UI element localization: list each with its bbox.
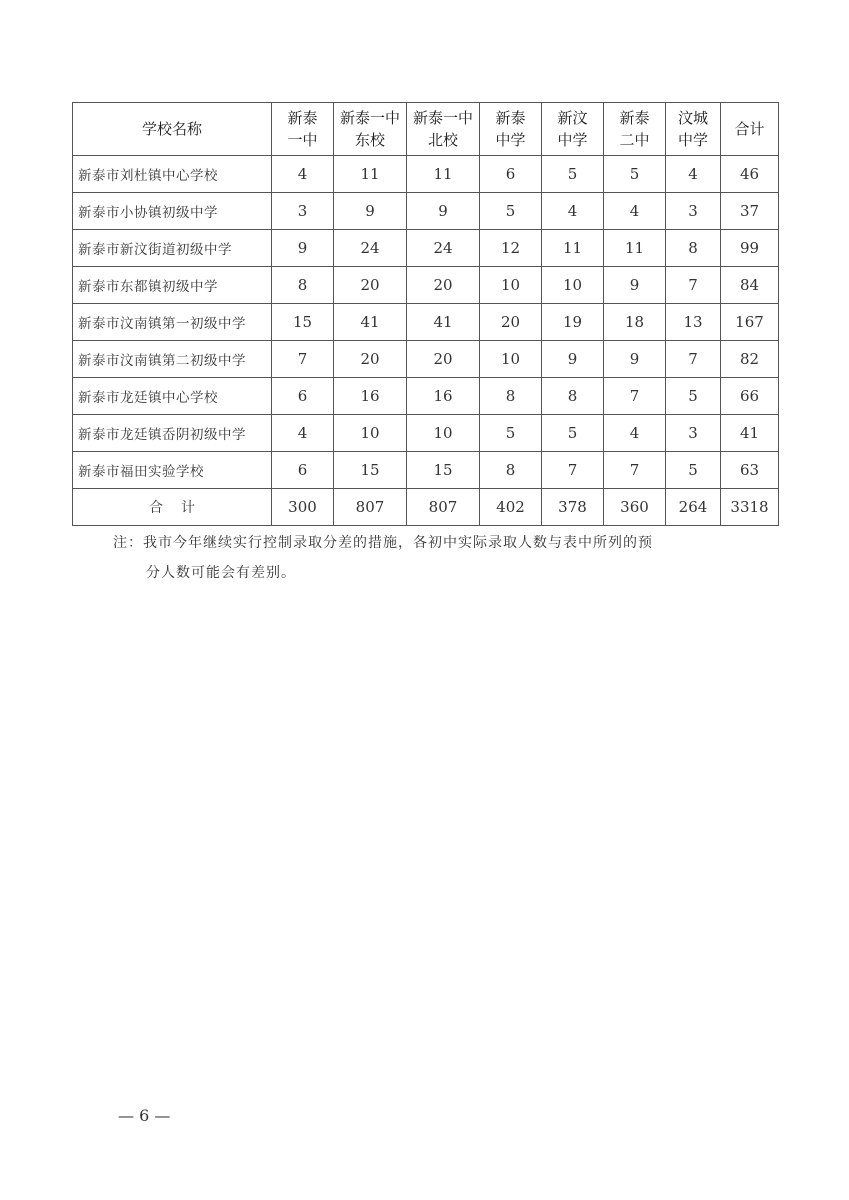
school-name-cell: 新泰市汶南镇第二初级中学 xyxy=(73,341,272,378)
value-cell: 3 xyxy=(666,415,721,452)
note-line-2: 分人数可能会有差别。 xyxy=(146,565,296,581)
value-cell: 4 xyxy=(666,156,721,193)
value-cell: 15 xyxy=(272,304,334,341)
total-value-cell: 300 xyxy=(272,489,334,526)
school-name-cell: 新泰市龙廷镇岙阴初级中学 xyxy=(73,415,272,452)
column-header-text: 汶城 xyxy=(677,109,708,127)
value-cell: 18 xyxy=(604,304,666,341)
table-row xyxy=(73,415,779,452)
school-name-cell: 新泰市新汶街道初级中学 xyxy=(73,230,272,267)
table-row xyxy=(73,267,779,304)
value-cell: 41 xyxy=(407,304,480,341)
column-header-text: 新泰一中 xyxy=(412,109,473,127)
column-header xyxy=(604,103,666,156)
value-cell: 7 xyxy=(666,341,721,378)
value-cell: 5 xyxy=(480,193,542,230)
value-cell: 7 xyxy=(604,378,666,415)
column-header-text: 新泰一中 xyxy=(339,109,400,127)
value-cell: 167 xyxy=(721,304,779,341)
table-row xyxy=(73,230,779,267)
column-header-text: 东校 xyxy=(354,131,385,149)
column-header-text: 二中 xyxy=(619,131,650,149)
value-cell: 10 xyxy=(480,267,542,304)
value-cell: 5 xyxy=(480,415,542,452)
table-row xyxy=(73,341,779,378)
value-cell: 3 xyxy=(272,193,334,230)
value-cell: 9 xyxy=(604,341,666,378)
column-header-text: 新泰 xyxy=(495,109,526,127)
school-name-cell: 新泰市刘杜镇中心学校 xyxy=(73,156,272,193)
table-row xyxy=(73,452,779,489)
total-value-cell: 807 xyxy=(334,489,407,526)
value-cell: 8 xyxy=(666,230,721,267)
column-header xyxy=(272,103,334,156)
total-value-cell: 360 xyxy=(604,489,666,526)
value-cell: 5 xyxy=(542,415,604,452)
school-name-cell: 新泰市东都镇初级中学 xyxy=(73,267,272,304)
value-cell: 15 xyxy=(334,452,407,489)
total-value-cell: 402 xyxy=(480,489,542,526)
column-header-text: 新泰 xyxy=(287,109,318,127)
value-cell: 6 xyxy=(480,156,542,193)
value-cell: 9 xyxy=(542,341,604,378)
column-header-text: 中学 xyxy=(495,131,526,149)
value-cell: 11 xyxy=(542,230,604,267)
value-cell: 7 xyxy=(272,341,334,378)
school-name-cell: 新泰市福田实验学校 xyxy=(73,452,272,489)
value-cell: 13 xyxy=(666,304,721,341)
value-cell: 82 xyxy=(721,341,779,378)
value-cell: 11 xyxy=(334,156,407,193)
total-value-cell: 378 xyxy=(542,489,604,526)
value-cell: 7 xyxy=(666,267,721,304)
column-header-text: 中学 xyxy=(557,131,588,149)
total-value-cell: 3318 xyxy=(721,489,779,526)
column-header xyxy=(542,103,604,156)
value-cell: 20 xyxy=(334,267,407,304)
value-cell: 8 xyxy=(272,267,334,304)
total-value-cell: 264 xyxy=(666,489,721,526)
page-number: — 6 — xyxy=(118,1106,171,1125)
value-cell: 10 xyxy=(542,267,604,304)
value-cell: 46 xyxy=(721,156,779,193)
value-cell: 8 xyxy=(480,378,542,415)
school-name-cell: 新泰市汶南镇第一初级中学 xyxy=(73,304,272,341)
value-cell: 24 xyxy=(334,230,407,267)
column-header-text: 学校名称 xyxy=(141,120,202,138)
value-cell: 9 xyxy=(334,193,407,230)
value-cell: 8 xyxy=(542,378,604,415)
column-header-text: 合计 xyxy=(734,120,765,138)
value-cell: 99 xyxy=(721,230,779,267)
value-cell: 5 xyxy=(604,156,666,193)
table-row xyxy=(73,156,779,193)
value-cell: 6 xyxy=(272,452,334,489)
value-cell: 84 xyxy=(721,267,779,304)
value-cell: 41 xyxy=(721,415,779,452)
value-cell: 20 xyxy=(334,341,407,378)
note-line-1: 注：我市今年继续实行控制录取分差的措施，各初中实际录取人数与表中所列的预 xyxy=(113,535,653,551)
value-cell: 4 xyxy=(542,193,604,230)
value-cell: 9 xyxy=(407,193,480,230)
total-value-cell: 807 xyxy=(407,489,480,526)
table-header-row xyxy=(73,103,779,156)
value-cell: 3 xyxy=(666,193,721,230)
table-row xyxy=(73,193,779,230)
value-cell: 5 xyxy=(542,156,604,193)
value-cell: 10 xyxy=(407,415,480,452)
school-name-cell: 新泰市小协镇初级中学 xyxy=(73,193,272,230)
column-header-text: 新泰 xyxy=(619,109,650,127)
value-cell: 63 xyxy=(721,452,779,489)
value-cell: 10 xyxy=(334,415,407,452)
value-cell: 37 xyxy=(721,193,779,230)
table-note xyxy=(113,528,753,588)
value-cell: 9 xyxy=(604,267,666,304)
value-cell: 11 xyxy=(407,156,480,193)
value-cell: 24 xyxy=(407,230,480,267)
school-name-cell: 新泰市龙廷镇中心学校 xyxy=(73,378,272,415)
value-cell: 6 xyxy=(272,378,334,415)
value-cell: 8 xyxy=(480,452,542,489)
value-cell: 5 xyxy=(666,452,721,489)
value-cell: 16 xyxy=(334,378,407,415)
column-header xyxy=(480,103,542,156)
column-header xyxy=(666,103,721,156)
table-row xyxy=(73,378,779,415)
column-header-text: 中学 xyxy=(677,131,708,149)
value-cell: 4 xyxy=(604,415,666,452)
value-cell: 9 xyxy=(272,230,334,267)
value-cell: 7 xyxy=(604,452,666,489)
value-cell: 12 xyxy=(480,230,542,267)
column-header-text: 新汶 xyxy=(557,109,588,127)
value-cell: 5 xyxy=(666,378,721,415)
column-header-text: 北校 xyxy=(427,131,458,149)
total-label-cell: 合计 xyxy=(73,489,272,526)
value-cell: 16 xyxy=(407,378,480,415)
value-cell: 4 xyxy=(272,156,334,193)
enrollment-allocation-table xyxy=(72,102,779,526)
column-header-text: 一中 xyxy=(287,131,318,149)
value-cell: 41 xyxy=(334,304,407,341)
value-cell: 4 xyxy=(604,193,666,230)
table-total-row xyxy=(73,489,779,526)
value-cell: 11 xyxy=(604,230,666,267)
value-cell: 19 xyxy=(542,304,604,341)
table-row xyxy=(73,304,779,341)
column-header xyxy=(407,103,480,156)
table-body xyxy=(73,156,779,526)
column-header xyxy=(73,103,272,156)
value-cell: 20 xyxy=(407,267,480,304)
value-cell: 66 xyxy=(721,378,779,415)
value-cell: 20 xyxy=(407,341,480,378)
value-cell: 10 xyxy=(480,341,542,378)
value-cell: 15 xyxy=(407,452,480,489)
value-cell: 20 xyxy=(480,304,542,341)
column-header xyxy=(721,103,779,156)
column-header xyxy=(334,103,407,156)
value-cell: 4 xyxy=(272,415,334,452)
value-cell: 7 xyxy=(542,452,604,489)
